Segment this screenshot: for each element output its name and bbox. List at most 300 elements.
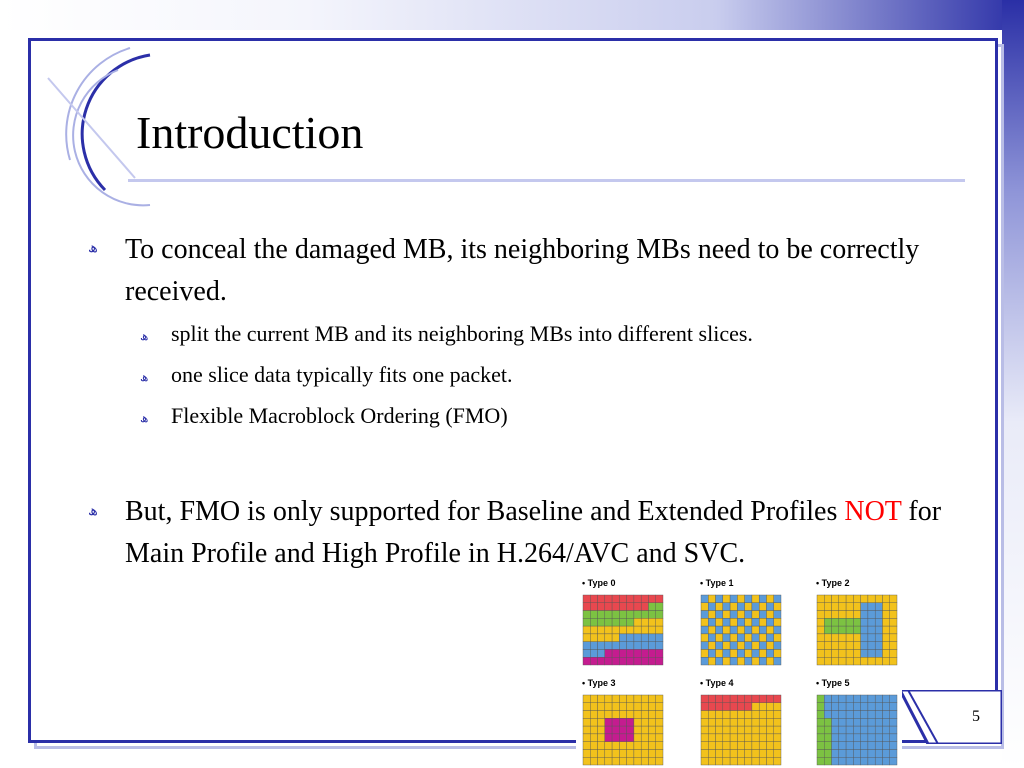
fmo-macroblock	[861, 603, 868, 611]
fmo-macroblock	[583, 695, 590, 703]
fmo-macroblock	[846, 749, 853, 757]
fmo-macroblock	[730, 703, 737, 711]
fmo-macroblock	[590, 726, 597, 734]
fmo-macroblock	[868, 642, 875, 650]
fmo-macroblock	[868, 749, 875, 757]
fmo-macroblock	[583, 718, 590, 726]
fmo-macroblock	[839, 603, 846, 611]
fmo-macroblock	[598, 695, 605, 703]
fmo-macroblock	[752, 703, 759, 711]
fmo-macroblock	[774, 718, 781, 726]
fmo-macroblock	[619, 642, 626, 650]
fmo-macroblock	[730, 603, 737, 611]
fmo-macroblock	[656, 649, 663, 657]
fmo-macroblock	[708, 695, 715, 703]
fmo-macroblock	[875, 595, 882, 603]
fmo-macroblock	[839, 657, 846, 665]
fmo-macroblock	[752, 726, 759, 734]
fmo-macroblock	[723, 649, 730, 657]
fmo-macroblock	[752, 749, 759, 757]
fmo-macroblock	[656, 734, 663, 742]
fmo-type-grid	[700, 594, 782, 666]
fmo-macroblock	[648, 634, 655, 642]
fmo-macroblock	[875, 757, 882, 765]
fmo-macroblock	[824, 649, 831, 657]
fmo-macroblock	[590, 695, 597, 703]
fmo-macroblock	[890, 626, 897, 634]
fmo-macroblock	[832, 695, 839, 703]
fmo-macroblock	[752, 742, 759, 750]
fmo-macroblock	[882, 642, 889, 650]
fmo-macroblock	[774, 749, 781, 757]
fmo-macroblock	[641, 718, 648, 726]
fmo-macroblock	[839, 718, 846, 726]
fmo-macroblock	[598, 711, 605, 719]
fmo-macroblock	[716, 718, 723, 726]
fmo-macroblock	[839, 742, 846, 750]
fmo-macroblock	[774, 603, 781, 611]
fmo-macroblock	[759, 634, 766, 642]
fmo-macroblock	[774, 642, 781, 650]
fmo-macroblock	[590, 757, 597, 765]
fmo-macroblock	[853, 657, 860, 665]
fmo-macroblock	[627, 626, 634, 634]
fmo-macroblock	[641, 618, 648, 626]
bullet-marker-icon: ھ	[88, 241, 98, 256]
fmo-macroblock	[832, 711, 839, 719]
fmo-macroblock	[612, 595, 619, 603]
fmo-macroblock	[766, 757, 773, 765]
fmo-macroblock	[648, 642, 655, 650]
fmo-macroblock	[832, 603, 839, 611]
fmo-macroblock	[730, 611, 737, 619]
fmo-macroblock	[634, 742, 641, 750]
fmo-macroblock	[708, 595, 715, 603]
fmo-macroblock	[708, 757, 715, 765]
fmo-macroblock	[598, 718, 605, 726]
fmo-macroblock	[766, 711, 773, 719]
fmo-macroblock	[861, 611, 868, 619]
fmo-macroblock	[839, 642, 846, 650]
fmo-macroblock	[583, 618, 590, 626]
fmo-macroblock	[656, 657, 663, 665]
fmo-macroblock	[839, 757, 846, 765]
fmo-macroblock	[656, 626, 663, 634]
fmo-macroblock	[846, 626, 853, 634]
fmo-macroblock	[882, 657, 889, 665]
fmo-macroblock	[701, 718, 708, 726]
fmo-type-grid	[816, 694, 898, 766]
fmo-macroblock	[619, 603, 626, 611]
fmo-macroblock	[598, 749, 605, 757]
fmo-macroblock	[590, 703, 597, 711]
fmo-macroblock	[641, 657, 648, 665]
fmo-macroblock	[627, 657, 634, 665]
fmo-macroblock	[708, 642, 715, 650]
fmo-macroblock	[759, 734, 766, 742]
fmo-macroblock	[890, 634, 897, 642]
fmo-macroblock	[817, 649, 824, 657]
fmo-macroblock	[817, 726, 824, 734]
fmo-macroblock	[875, 742, 882, 750]
fmo-type-grid	[816, 594, 898, 666]
fmo-macroblock	[619, 634, 626, 642]
fmo-macroblock	[598, 742, 605, 750]
fmo-macroblock	[598, 703, 605, 711]
fmo-macroblock	[723, 626, 730, 634]
fmo-macroblock	[598, 603, 605, 611]
fmo-macroblock	[598, 657, 605, 665]
fmo-macroblock	[839, 611, 846, 619]
fmo-macroblock	[832, 649, 839, 657]
fmo-macroblock	[648, 657, 655, 665]
fmo-macroblock	[619, 649, 626, 657]
fmo-macroblock	[634, 718, 641, 726]
fmo-macroblock	[701, 611, 708, 619]
fmo-macroblock	[648, 595, 655, 603]
fmo-macroblock	[708, 657, 715, 665]
fmo-macroblock	[656, 742, 663, 750]
fmo-macroblock	[752, 603, 759, 611]
fmo-macroblock	[745, 657, 752, 665]
fmo-macroblock	[745, 734, 752, 742]
bullet-text-part: for Main Profile and High Profile in H.264/AVC and SVC.	[125, 496, 942, 569]
fmo-macroblock	[583, 595, 590, 603]
fmo-macroblock	[590, 657, 597, 665]
fmo-macroblock	[752, 626, 759, 634]
fmo-macroblock	[832, 703, 839, 711]
fmo-macroblock	[752, 657, 759, 665]
fmo-macroblock	[832, 618, 839, 626]
title-underline	[128, 179, 965, 182]
fmo-macroblock	[737, 634, 744, 642]
fmo-macroblock	[824, 611, 831, 619]
fmo-macroblock	[701, 695, 708, 703]
fmo-macroblock	[723, 734, 730, 742]
fmo-macroblock	[861, 734, 868, 742]
fmo-macroblock	[890, 618, 897, 626]
fmo-macroblock	[846, 634, 853, 642]
fmo-macroblock	[875, 749, 882, 757]
fmo-macroblock	[716, 757, 723, 765]
fmo-macroblock	[641, 642, 648, 650]
fmo-macroblock	[730, 718, 737, 726]
fmo-macroblock	[745, 718, 752, 726]
fmo-macroblock	[598, 634, 605, 642]
fmo-macroblock	[882, 711, 889, 719]
fmo-macroblock	[853, 749, 860, 757]
fmo-macroblock	[868, 618, 875, 626]
fmo-macroblock	[730, 757, 737, 765]
fmo-macroblock	[890, 603, 897, 611]
fmo-macroblock	[824, 742, 831, 750]
fmo-macroblock	[890, 695, 897, 703]
fmo-type-label: • Type 1	[700, 578, 734, 588]
fmo-macroblock	[701, 642, 708, 650]
fmo-macroblock	[723, 742, 730, 750]
fmo-macroblock	[590, 634, 597, 642]
fmo-macroblock	[774, 703, 781, 711]
fmo-macroblock	[817, 618, 824, 626]
fmo-macroblock	[598, 611, 605, 619]
fmo-macroblock	[759, 695, 766, 703]
fmo-macroblock	[737, 626, 744, 634]
fmo-macroblock	[882, 595, 889, 603]
fmo-macroblock	[612, 742, 619, 750]
fmo-macroblock	[890, 703, 897, 711]
fmo-macroblock	[701, 742, 708, 750]
fmo-macroblock	[774, 657, 781, 665]
fmo-macroblock	[745, 642, 752, 650]
fmo-macroblock	[612, 734, 619, 742]
fmo-macroblock	[817, 734, 824, 742]
fmo-macroblock	[882, 703, 889, 711]
fmo-macroblock	[730, 695, 737, 703]
fmo-macroblock	[583, 626, 590, 634]
fmo-macroblock	[605, 703, 612, 711]
fmo-macroblock	[701, 649, 708, 657]
fmo-macroblock	[839, 703, 846, 711]
fmo-macroblock	[634, 657, 641, 665]
fmo-macroblock	[612, 757, 619, 765]
fmo-macroblock	[612, 726, 619, 734]
fmo-macroblock	[716, 642, 723, 650]
fmo-macroblock	[648, 749, 655, 757]
fmo-macroblock	[708, 726, 715, 734]
fmo-macroblock	[853, 695, 860, 703]
fmo-macroblock	[875, 718, 882, 726]
fmo-macroblock	[583, 757, 590, 765]
fmo-macroblock	[716, 703, 723, 711]
fmo-macroblock	[612, 695, 619, 703]
fmo-macroblock	[612, 703, 619, 711]
fmo-macroblock	[648, 649, 655, 657]
fmo-macroblock	[605, 595, 612, 603]
fmo-macroblock	[882, 749, 889, 757]
fmo-macroblock	[832, 642, 839, 650]
fmo-macroblock	[641, 611, 648, 619]
fmo-macroblock	[824, 757, 831, 765]
sub-bullet-marker-icon: ھ	[140, 370, 149, 384]
fmo-macroblock	[774, 726, 781, 734]
fmo-macroblock	[730, 749, 737, 757]
fmo-macroblock	[590, 611, 597, 619]
fmo-macroblock	[590, 711, 597, 719]
fmo-macroblock	[745, 634, 752, 642]
fmo-macroblock	[737, 703, 744, 711]
fmo-macroblock	[832, 726, 839, 734]
fmo-macroblock	[766, 695, 773, 703]
fmo-macroblock	[737, 757, 744, 765]
fmo-macroblock	[583, 657, 590, 665]
fmo-macroblock	[716, 726, 723, 734]
fmo-macroblock	[832, 734, 839, 742]
fmo-macroblock	[641, 734, 648, 742]
right-gradient-band	[1002, 0, 1024, 768]
fmo-macroblock	[752, 718, 759, 726]
fmo-macroblock	[766, 718, 773, 726]
fmo-macroblock	[868, 695, 875, 703]
fmo-macroblock	[868, 757, 875, 765]
fmo-macroblock	[752, 595, 759, 603]
fmo-macroblock	[890, 749, 897, 757]
fmo-macroblock	[648, 734, 655, 742]
fmo-macroblock	[627, 634, 634, 642]
fmo-macroblock	[745, 626, 752, 634]
fmo-macroblock	[875, 618, 882, 626]
fmo-macroblock	[774, 757, 781, 765]
fmo-macroblock	[774, 711, 781, 719]
fmo-macroblock	[590, 595, 597, 603]
slide-title: Introduction	[136, 107, 364, 158]
fmo-macroblock	[730, 618, 737, 626]
fmo-macroblock	[590, 603, 597, 611]
fmo-macroblock	[832, 611, 839, 619]
fmo-macroblock	[716, 595, 723, 603]
fmo-macroblock	[846, 703, 853, 711]
fmo-macroblock	[708, 649, 715, 657]
fmo-macroblock	[817, 611, 824, 619]
fmo-macroblock	[745, 749, 752, 757]
fmo-macroblock	[774, 634, 781, 642]
fmo-macroblock	[701, 595, 708, 603]
fmo-macroblock	[656, 603, 663, 611]
fmo-macroblock	[882, 757, 889, 765]
fmo-macroblock	[890, 595, 897, 603]
fmo-macroblock	[861, 711, 868, 719]
fmo-macroblock	[656, 703, 663, 711]
fmo-macroblock	[853, 711, 860, 719]
fmo-macroblock	[605, 695, 612, 703]
fmo-macroblock	[619, 626, 626, 634]
fmo-macroblock	[656, 595, 663, 603]
fmo-macroblock	[853, 611, 860, 619]
fmo-macroblock	[817, 749, 824, 757]
fmo-macroblock	[590, 742, 597, 750]
fmo-macroblock	[759, 726, 766, 734]
fmo-macroblock	[824, 626, 831, 634]
fmo-macroblock	[882, 618, 889, 626]
fmo-macroblock	[708, 718, 715, 726]
fmo-macroblock	[583, 734, 590, 742]
fmo-macroblock	[648, 626, 655, 634]
fmo-macroblock	[605, 626, 612, 634]
fmo-macroblock	[598, 734, 605, 742]
fmo-macroblock	[882, 611, 889, 619]
fmo-macroblock	[605, 634, 612, 642]
fmo-macroblock	[701, 726, 708, 734]
fmo-type-grid	[700, 694, 782, 766]
fmo-macroblock	[882, 718, 889, 726]
fmo-macroblock	[598, 642, 605, 650]
fmo-macroblock	[890, 657, 897, 665]
fmo-macroblock	[839, 726, 846, 734]
fmo-macroblock	[730, 742, 737, 750]
fmo-macroblock	[846, 742, 853, 750]
fmo-macroblock	[641, 757, 648, 765]
fmo-macroblock	[890, 718, 897, 726]
fmo-macroblock	[648, 695, 655, 703]
fmo-macroblock	[766, 618, 773, 626]
fmo-macroblock	[612, 711, 619, 719]
fmo-macroblock	[853, 703, 860, 711]
fmo-macroblock	[701, 734, 708, 742]
fmo-macroblock	[583, 642, 590, 650]
fmo-macroblock	[745, 726, 752, 734]
fmo-macroblock	[817, 742, 824, 750]
fmo-macroblock	[730, 626, 737, 634]
fmo-type-label: • Type 5	[816, 678, 850, 688]
fmo-macroblock	[861, 618, 868, 626]
fmo-macroblock	[817, 603, 824, 611]
fmo-macroblock	[766, 703, 773, 711]
fmo-macroblock	[839, 734, 846, 742]
fmo-macroblock	[882, 626, 889, 634]
fmo-macroblock	[627, 642, 634, 650]
fmo-macroblock	[634, 734, 641, 742]
fmo-macroblock	[745, 695, 752, 703]
fmo-macroblock	[598, 649, 605, 657]
fmo-macroblock	[817, 711, 824, 719]
fmo-macroblock	[774, 695, 781, 703]
fmo-macroblock	[882, 634, 889, 642]
fmo-macroblock	[612, 657, 619, 665]
fmo-macroblock	[817, 757, 824, 765]
fmo-macroblock	[890, 649, 897, 657]
fmo-macroblock	[766, 626, 773, 634]
fmo-macroblock	[759, 618, 766, 626]
fmo-macroblock	[598, 726, 605, 734]
fmo-macroblock	[605, 734, 612, 742]
fmo-macroblock	[583, 726, 590, 734]
fmo-macroblock	[701, 757, 708, 765]
fmo-macroblock	[605, 726, 612, 734]
fmo-macroblock	[605, 718, 612, 726]
fmo-macroblock	[824, 703, 831, 711]
fmo-macroblock	[875, 726, 882, 734]
fmo-macroblock	[723, 603, 730, 611]
fmo-macroblock	[832, 742, 839, 750]
fmo-macroblock	[701, 749, 708, 757]
fmo-macroblock	[627, 726, 634, 734]
fmo-macroblock	[824, 618, 831, 626]
fmo-macroblock	[882, 742, 889, 750]
fmo-macroblock	[627, 703, 634, 711]
fmo-macroblock	[634, 634, 641, 642]
fmo-macroblock	[648, 742, 655, 750]
fmo-macroblock	[759, 742, 766, 750]
fmo-macroblock	[853, 626, 860, 634]
fmo-macroblock	[853, 618, 860, 626]
fmo-macroblock	[605, 603, 612, 611]
fmo-macroblock	[641, 726, 648, 734]
fmo-macroblock	[619, 703, 626, 711]
fmo-macroblock	[868, 718, 875, 726]
fmo-macroblock	[590, 626, 597, 634]
fmo-macroblock	[890, 611, 897, 619]
sub-bullet-marker-icon: ھ	[140, 411, 149, 425]
fmo-macroblock	[766, 634, 773, 642]
fmo-macroblock	[708, 611, 715, 619]
fmo-macroblock	[774, 595, 781, 603]
fmo-macroblock	[882, 649, 889, 657]
fmo-macroblock	[766, 595, 773, 603]
fmo-macroblock	[737, 718, 744, 726]
fmo-macroblock	[716, 742, 723, 750]
fmo-macroblock	[612, 718, 619, 726]
fmo-macroblock	[861, 757, 868, 765]
fmo-macroblock	[634, 642, 641, 650]
